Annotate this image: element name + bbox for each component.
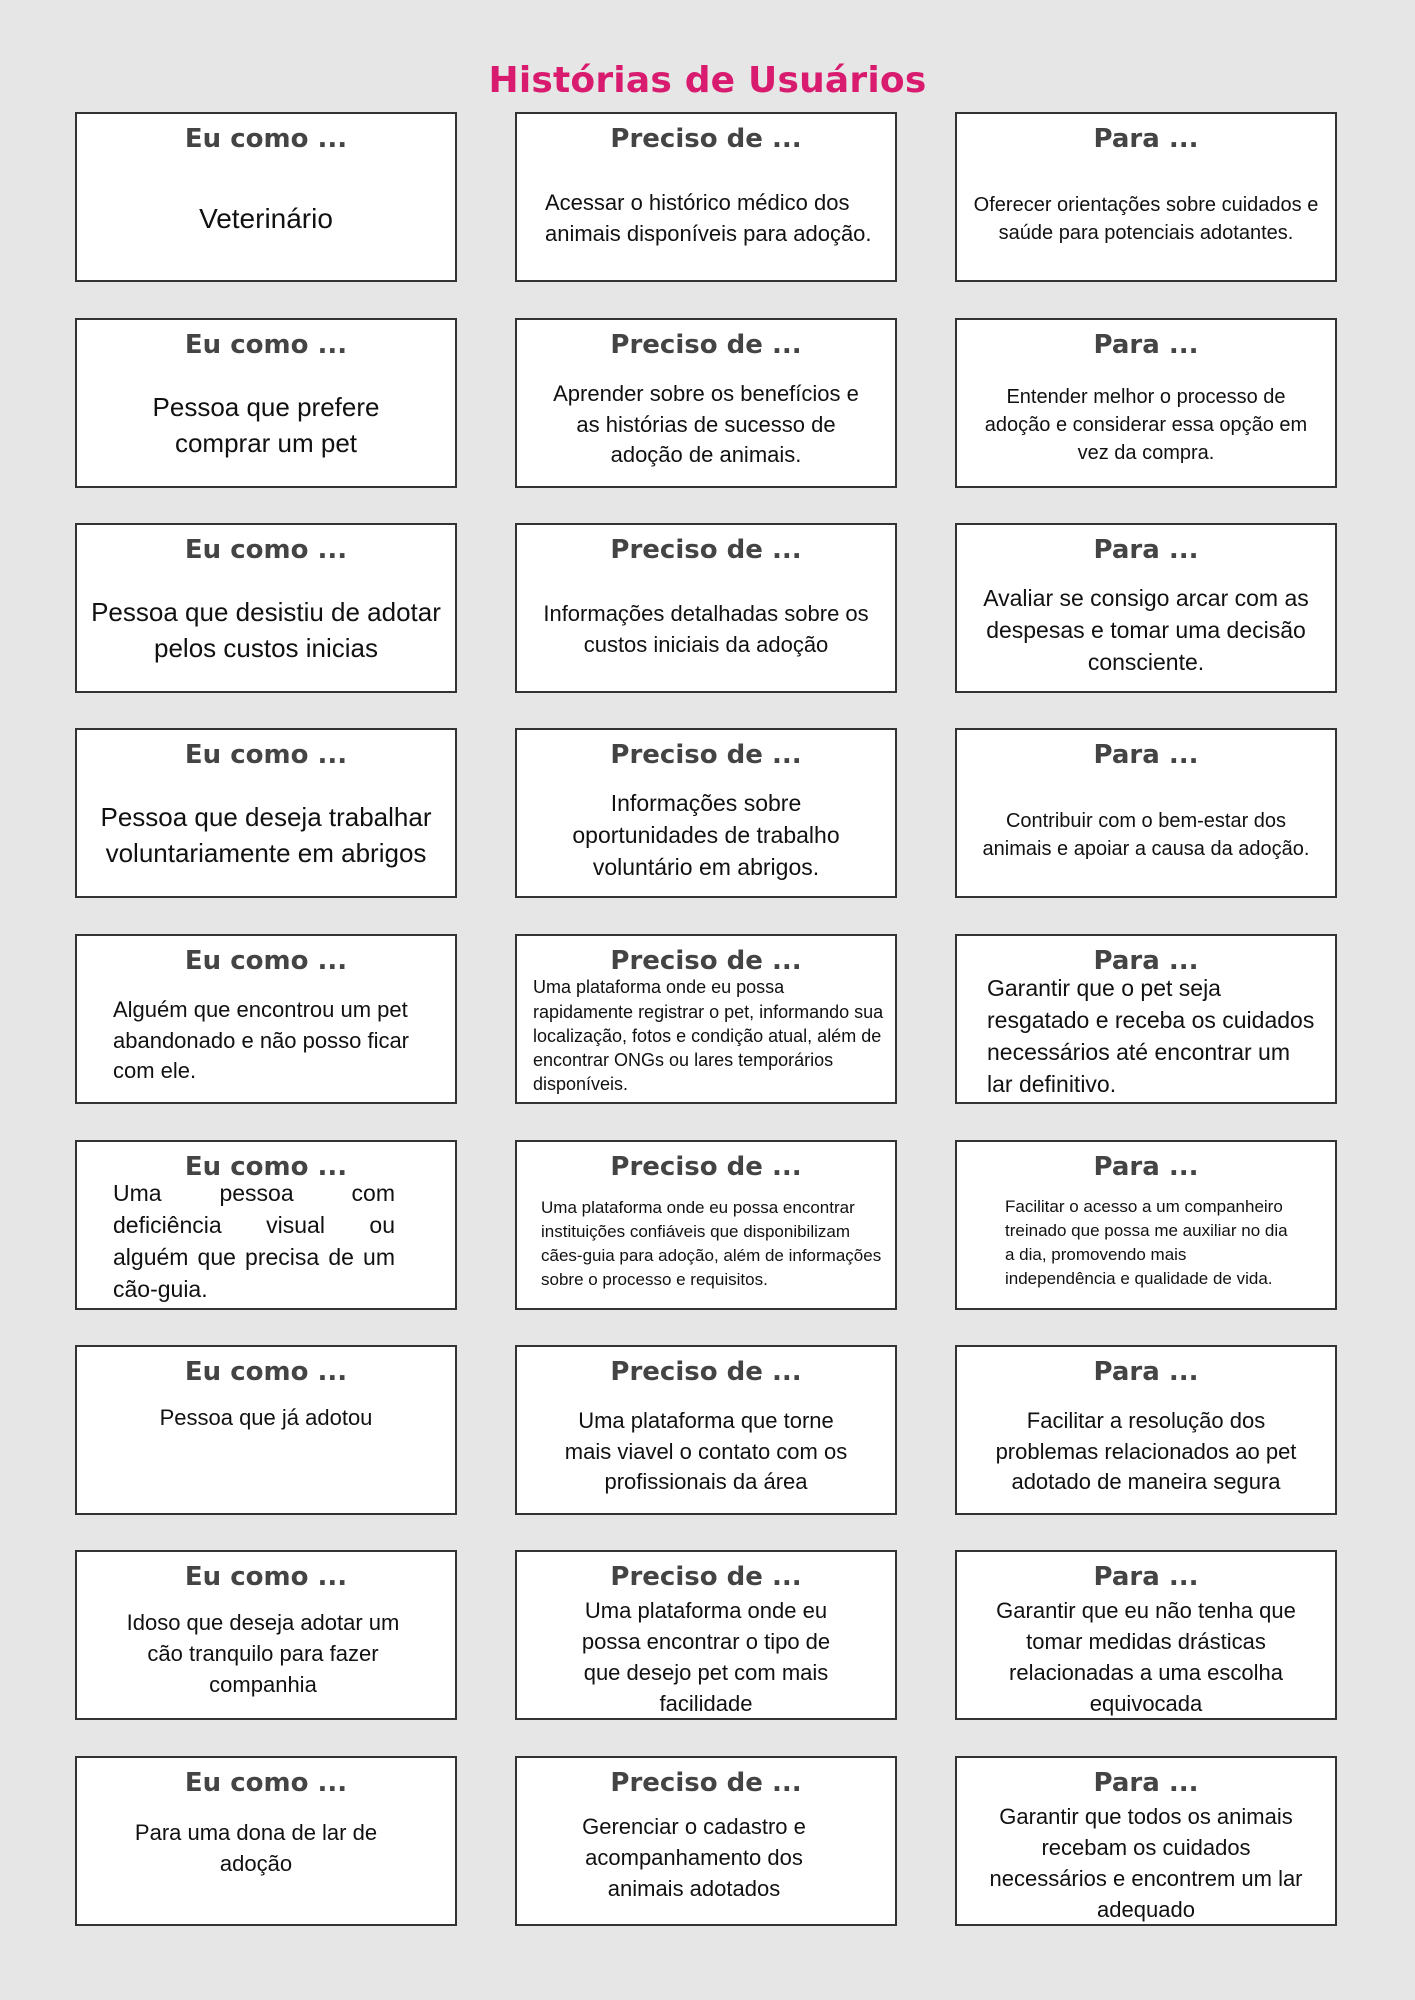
card-text: Contribuir com o bem-estar dos animais e apoiar a causa da adoção. bbox=[982, 810, 1310, 860]
story-card-need bbox=[515, 934, 897, 1104]
card-header: Para ... bbox=[1093, 330, 1199, 360]
story-card-goal bbox=[955, 112, 1337, 282]
card-text: Pessoa que já adotou bbox=[159, 1405, 373, 1430]
card-text: Garantir que o pet seja resgatado e receba os cuidados necessários até encontrar um lar definitivo. bbox=[987, 974, 1315, 1098]
card-text: Acessar o histórico médico dos animais disponíveis para adoção. bbox=[545, 190, 872, 246]
card-header: Preciso de ... bbox=[610, 1357, 802, 1387]
card-text: Informações sobre oportunidades de trabalho voluntário em abrigos. bbox=[572, 789, 840, 881]
story-card-goal bbox=[955, 523, 1337, 693]
card-text: Alguém que encontrou um pet abandonado e não posso ficar com ele. bbox=[113, 996, 410, 1084]
story-card-who bbox=[75, 934, 457, 1104]
card-header: Preciso de ... bbox=[610, 535, 802, 565]
card-header: Preciso de ... bbox=[610, 1768, 802, 1798]
story-card-need bbox=[515, 523, 897, 693]
card-header: Eu como ... bbox=[184, 946, 348, 976]
story-card-who bbox=[75, 523, 457, 693]
story-card-need bbox=[515, 1550, 897, 1720]
card-header: Preciso de ... bbox=[610, 1152, 802, 1182]
card-header: Eu como ... bbox=[184, 1357, 348, 1387]
card-text: Uma plataforma onde eu possa encontrar o tipo de que desejo pet com mais facilidade bbox=[581, 1598, 831, 1716]
card-text: Garantir que eu não tenha que tomar medidas drásticas relacionadas a uma escolha equivocada bbox=[996, 1598, 1296, 1716]
story-card-goal bbox=[955, 318, 1337, 488]
card-header: Eu como ... bbox=[184, 330, 348, 360]
card-header: Para ... bbox=[1093, 535, 1199, 565]
card-text: Avaliar se consigo arcar com as despesas e tomar uma decisão consciente. bbox=[983, 584, 1309, 676]
story-card-who bbox=[75, 1140, 457, 1310]
story-card-need bbox=[515, 318, 897, 488]
story-card-who bbox=[75, 1756, 457, 1926]
card-header: Para ... bbox=[1093, 1768, 1199, 1798]
card-header: Para ... bbox=[1093, 1152, 1199, 1182]
card-header: Para ... bbox=[1093, 740, 1199, 770]
card-header: Eu como ... bbox=[184, 535, 348, 565]
story-card-who bbox=[75, 1550, 457, 1720]
card-header: Para ... bbox=[1093, 1357, 1199, 1387]
card-header: Preciso de ... bbox=[610, 946, 802, 976]
card-text: Oferecer orientações sobre cuidados e saúde para potenciais adotantes. bbox=[973, 194, 1319, 244]
card-header: Para ... bbox=[1093, 946, 1199, 976]
story-card-goal bbox=[955, 1140, 1337, 1310]
card-header: Eu como ... bbox=[184, 124, 348, 154]
card-text: Uma pessoa com deficiência visual ou alguém que precisa de um cão-guia. bbox=[113, 1179, 395, 1303]
card-header: Eu como ... bbox=[184, 1768, 348, 1798]
card-text: Para uma dona de lar de adoção bbox=[134, 1820, 378, 1876]
story-card-who bbox=[75, 112, 457, 282]
story-card-need bbox=[515, 1140, 897, 1310]
story-card-who bbox=[75, 318, 457, 488]
card-header: Para ... bbox=[1093, 124, 1199, 154]
card-text: Idoso que deseja adotar um cão tranquilo para fazer companhia bbox=[126, 1610, 400, 1697]
card-text: Facilitar o acesso a um companheiro treinado que possa me auxiliar no dia a dia, promovendo mais independência e qualidade de vida. bbox=[1005, 1197, 1288, 1288]
card-text: Pessoa que desistiu de adotar pelos custos inicias bbox=[91, 596, 441, 663]
story-card-goal bbox=[955, 1550, 1337, 1720]
card-header: Preciso de ... bbox=[610, 124, 802, 154]
story-card-who bbox=[75, 1345, 457, 1515]
card-text: Garantir que todos os animais recebam os cuidados necessários e encontrem um lar adequado bbox=[989, 1804, 1303, 1922]
story-card-need bbox=[515, 1756, 897, 1926]
story-card-goal bbox=[955, 1756, 1337, 1926]
card-text: Pessoa que deseja trabalhar voluntariamente em abrigos bbox=[100, 801, 432, 868]
card-text: Facilitar a resolução dos problemas relacionados ao pet adotado de maneira segura bbox=[995, 1407, 1297, 1495]
card-header: Preciso de ... bbox=[610, 1562, 802, 1592]
story-card-goal bbox=[955, 728, 1337, 898]
card-text: Uma plataforma que torne mais viavel o contato com os profissionais da área bbox=[564, 1407, 848, 1495]
card-text: Entender melhor o processo de adoção e considerar essa opção em vez da compra. bbox=[984, 386, 1308, 464]
card-text: Uma plataforma onde eu possa rapidamente registrar o pet, informando sua localização, fotos e condição atual, além de encontrar ONGs ou lares temporários disponíveis. bbox=[533, 977, 884, 1095]
card-text: Uma plataforma onde eu possa encontrar instituições confiáveis que disponibilizam cães-guia para adoção, além de informações sobre o processo e requisitos. bbox=[541, 1198, 882, 1289]
card-header: Para ... bbox=[1093, 1562, 1199, 1592]
story-card-need bbox=[515, 728, 897, 898]
story-card-who bbox=[75, 728, 457, 898]
card-text: Informações detalhadas sobre os custos iniciais da adoção bbox=[543, 601, 869, 657]
card-header: Preciso de ... bbox=[610, 740, 802, 770]
card-text: Gerenciar o cadastro e acompanhamento dos animais adotados bbox=[582, 1814, 806, 1901]
card-text: Veterinário bbox=[199, 203, 333, 235]
card-header: Eu como ... bbox=[184, 1562, 348, 1592]
card-header: Eu como ... bbox=[184, 740, 348, 770]
page-title: Histórias de Usuários bbox=[488, 60, 927, 101]
story-card-goal bbox=[955, 934, 1337, 1104]
story-card-need bbox=[515, 1345, 897, 1515]
story-card-goal bbox=[955, 1345, 1337, 1515]
card-header: Preciso de ... bbox=[610, 330, 802, 360]
card-text: Aprender sobre os benefícios e as histórias de sucesso de adoção de animais. bbox=[553, 380, 859, 468]
card-text: Pessoa que prefere comprar um pet bbox=[152, 391, 380, 458]
card-header: Eu como ... bbox=[184, 1152, 348, 1182]
story-card-need bbox=[515, 112, 897, 282]
